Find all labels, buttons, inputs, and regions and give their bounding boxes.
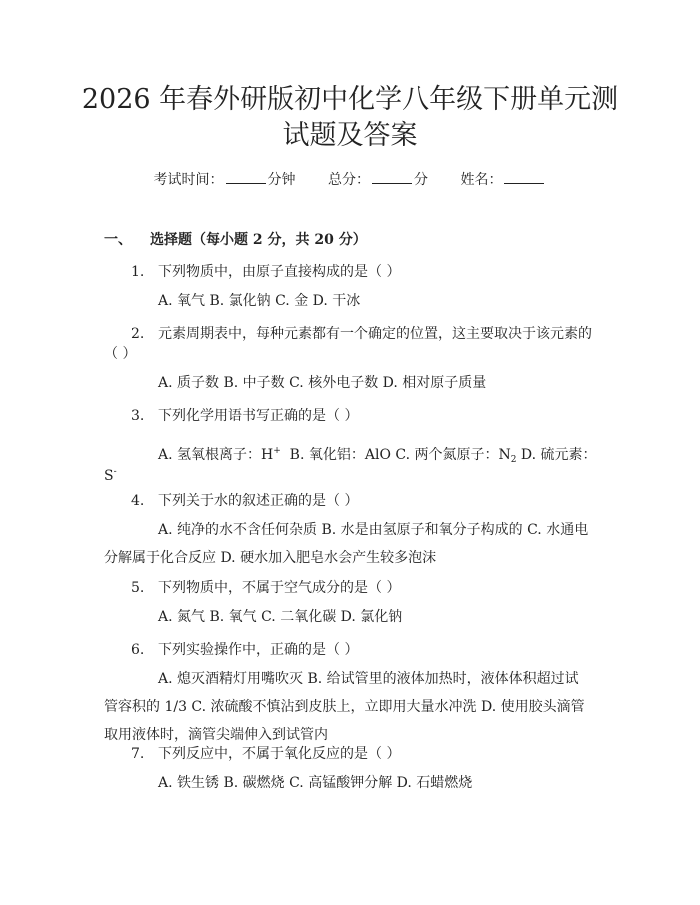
question-text: 下列物质中，不属于空气成分的是（ ）	[158, 580, 401, 596]
question-3-options-cont	[104, 462, 584, 486]
total-score-field	[328, 169, 428, 190]
total-score-label: 总分：	[328, 172, 370, 188]
superscript-charge: -	[113, 467, 117, 477]
question-6-stem	[131, 640, 611, 660]
question-4-stem	[131, 491, 611, 511]
question-number: 1.	[131, 264, 145, 280]
question-1-options: A. 氧气 B. 氯化钠 C. 金 D. 干冰	[158, 293, 361, 309]
option-a-text: A. 氢氧根离子：H	[158, 447, 274, 463]
option-b-c-text: B. 氧化铝：AlO C. 两个氮原子：N	[280, 447, 511, 463]
question-text: 下列物质中，由原子直接构成的是（ ）	[158, 264, 401, 280]
question-number: 5.	[131, 580, 145, 596]
name-blank	[504, 169, 544, 184]
question-number: 3.	[131, 408, 145, 424]
option-d-text: D. 硫元素：	[516, 447, 597, 463]
question-number: 2.	[131, 326, 145, 342]
question-7-options: A. 铁生锈 B. 碳燃烧 C. 高锰酸钾分解 D. 石蜡燃烧	[158, 775, 473, 791]
question-5-options: A. 氮气 B. 氧气 C. 二氧化碳 D. 氯化钠	[158, 609, 403, 625]
question-text: 元素周期表中，每种元素都有一个确定的位置，这主要取决于该元素的	[158, 326, 592, 342]
option-d-symbol: S	[104, 468, 114, 484]
name-field	[460, 169, 546, 190]
superscript-charge: +	[273, 446, 281, 456]
section-heading	[104, 230, 367, 250]
question-text: 下列关于水的叙述正确的是（ ）	[158, 493, 359, 509]
question-2-stem	[131, 324, 611, 344]
question-2-options: A. 质子数 B. 中子数 C. 核外电子数 D. 相对原子质量	[158, 375, 487, 391]
question-number: 6.	[131, 642, 145, 658]
question-3-stem	[131, 406, 611, 426]
exam-time-blank	[226, 169, 266, 184]
exam-time-field	[154, 169, 296, 190]
subscript-number: 2	[510, 455, 517, 465]
question-number: 4.	[131, 493, 145, 509]
exam-time-label: 考试时间：	[153, 172, 224, 188]
question-4-options: A. 纯净的水不含任何杂质 B. 水是由氢原子和氧分子构成的 C. 水通电分解属于化合反应 D. 硬水加入肥皂水会产生较多泡沫	[104, 522, 589, 566]
question-2-stem-cont: （ ）	[104, 346, 137, 362]
name-label: 姓名：	[460, 172, 503, 188]
question-text: 下列化学用语书写正确的是（ ）	[158, 408, 359, 424]
title-line-1: 2026 年春外研版初中化学八年级下册单元测	[81, 84, 619, 115]
total-score-blank	[372, 169, 412, 184]
total-score-unit: 分	[414, 172, 428, 188]
question-text: 下列实验操作中，正确的是（ ）	[158, 642, 359, 658]
question-text: 下列反应中，不属于氧化反应的是（ ）	[158, 746, 401, 762]
document-title	[60, 82, 640, 154]
question-5-stem	[131, 578, 611, 598]
section-number: 一、	[104, 232, 132, 248]
section-title: 选择题（每小题 2 分，共 20 分）	[150, 232, 367, 248]
exam-time-unit: 分钟	[267, 172, 296, 188]
question-6-options: A. 熄灭酒精灯用嘴吹灭 B. 给试管里的液体加热时，液体体积超过试管容积的 1/3 C. 浓硫酸不慎沾到皮肤上，立即用大量水冲洗 D. 使用胶头滴管取用液体时，滴管尖端伸入到试管内	[104, 671, 585, 743]
title-line-2: 试题及答案	[282, 120, 418, 151]
question-1-stem	[131, 262, 611, 282]
question-7-stem	[131, 744, 611, 764]
exam-meta	[0, 169, 700, 190]
question-number: 7.	[131, 746, 145, 762]
